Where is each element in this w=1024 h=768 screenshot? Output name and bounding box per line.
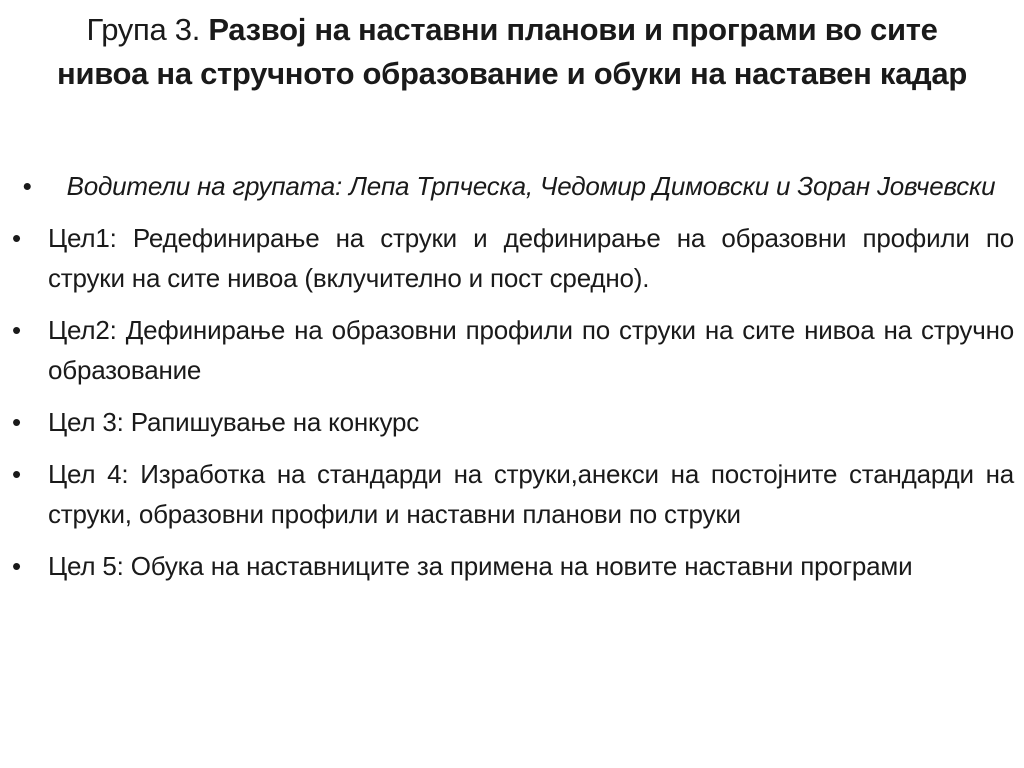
list-item-text: Водители на групата: Лепа Трпческа, Чедомир Димовски и Зоран Јовчевски — [66, 171, 996, 201]
bullet-icon: • — [12, 459, 21, 489]
title-prefix: Група 3. — [86, 12, 201, 47]
title-main: Развој на наставни планови и програми во сите нивоа на стручното образование и обуки на наставен кадар — [57, 12, 967, 91]
list-item-text: Цел2: Дефинирање на образовни профили по струки на сите нивоа на стручно образование — [48, 315, 1014, 385]
list-item-text: Цел 4: Изработка на стандарди на струки,анекси на постојните стандарди на струки, образовни профили и наставни планови по струки — [48, 459, 1014, 529]
bullet-icon: • — [22, 171, 32, 201]
list-item-goal-3 — [10, 402, 1014, 442]
list-item-goal-5 — [10, 546, 1014, 586]
list-item-goal-2 — [10, 310, 1014, 390]
list-item-text: Цел 5: Обука на наставниците за примена на новите наставни програми — [48, 551, 913, 581]
list-item-leaders — [10, 166, 1014, 206]
bullet-list — [10, 166, 1014, 598]
bullet-icon: • — [12, 315, 21, 345]
list-item-text: Цел1: Редефинирање на струки и дефинирање на образовни профили по струки на сите нивоа (вклучително и пост средно). — [48, 223, 1014, 293]
bullet-icon: • — [12, 223, 21, 253]
slide-title — [40, 8, 984, 96]
list-item-goal-1 — [10, 218, 1014, 298]
bullet-icon: • — [12, 551, 21, 581]
bullet-icon: • — [12, 407, 21, 437]
list-item-goal-4 — [10, 454, 1014, 534]
list-item-text: Цел 3: Рапишување на конкурс — [48, 407, 420, 437]
